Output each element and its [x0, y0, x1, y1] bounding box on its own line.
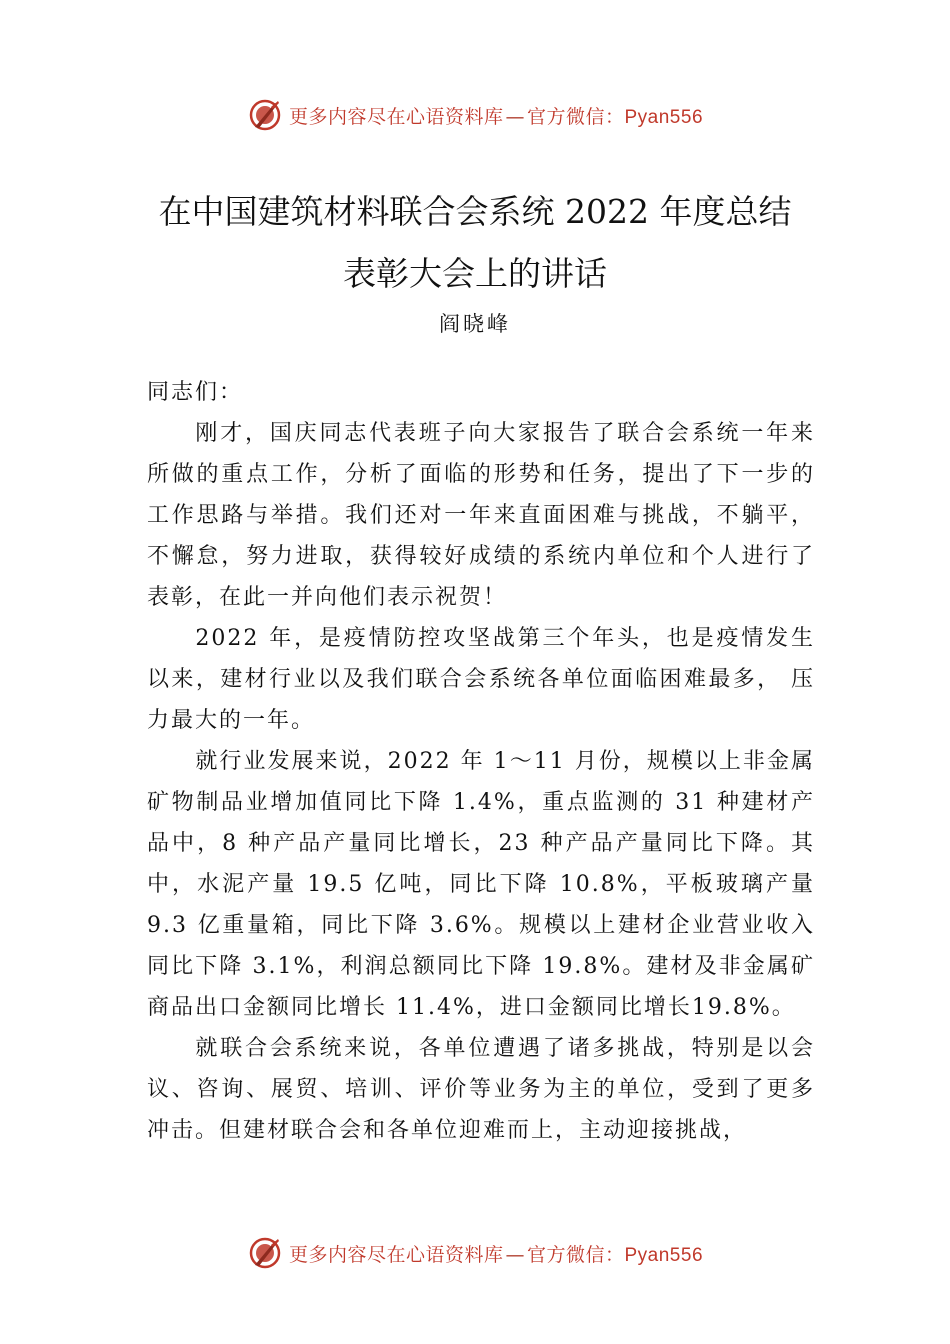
paragraph: 刚才，国庆同志代表班子向大家报告了联合会系统一年来所做的重点工作，分析了面临的形势和任务，提出了下一步的工作思路与举措。我们还对一年来直面困难与挑战，不躺平，不懈怠，努力进取，获得较好成绩的系统内单位和个人进行了表彰，在此一并向他们表示祝贺！: [147, 421, 815, 610]
quill-seal-icon: [247, 1235, 283, 1271]
footer-banner: [0, 1233, 950, 1273]
quill-seal-icon: [247, 97, 283, 133]
paragraph: 就联合会系统来说，各单位遭遇了诸多挑战，特别是以会议、咨询、展贸、培训、评价等业务为主的单位，受到了更多冲击。但建材联合会和各单位迎难而上，主动迎接挑战，: [147, 1036, 815, 1143]
author-name: 阎晓峰: [439, 312, 511, 336]
document-title-line-1: 在中国建筑材料联合会系统 2022 年度总结: [158, 192, 792, 231]
paragraph: 2022 年，是疫情防控攻坚战第三个年头，也是疫情发生以来，建材行业以及我们联合会系统各单位面临困难最多， 压力最大的一年。: [147, 626, 815, 733]
header-banner: [0, 95, 950, 135]
document-body: [147, 372, 815, 1151]
banner-text: 更多内容尽在心语资料库 — 官方微信：Pyan556: [288, 105, 704, 128]
document-title-line-2: 表彰大会上的讲话: [343, 254, 607, 293]
salutation: 同志们：: [147, 380, 244, 405]
banner-text: 更多内容尽在心语资料库 — 官方微信：Pyan556: [288, 1243, 704, 1266]
paragraph: 就行业发展来说，2022 年 1～11 月份，规模以上非金属矿物制品业增加值同比下降 1.4%，重点监测的 31 种建材产品中，8 种产品产量同比增长，23 种产品产量同比下降。其中，水泥产量 19.5 亿吨，同比下降 10.8%，平板玻璃产量9.3 亿重量箱，同比下降 3.6%。规模以上建材企业营业收入同比下降 3.1%，利润总额同比下降 19.8%。建材及非金属矿商品出口金额同比增长 11.4%，进口金额同比增长19.8%。: [147, 749, 815, 1020]
